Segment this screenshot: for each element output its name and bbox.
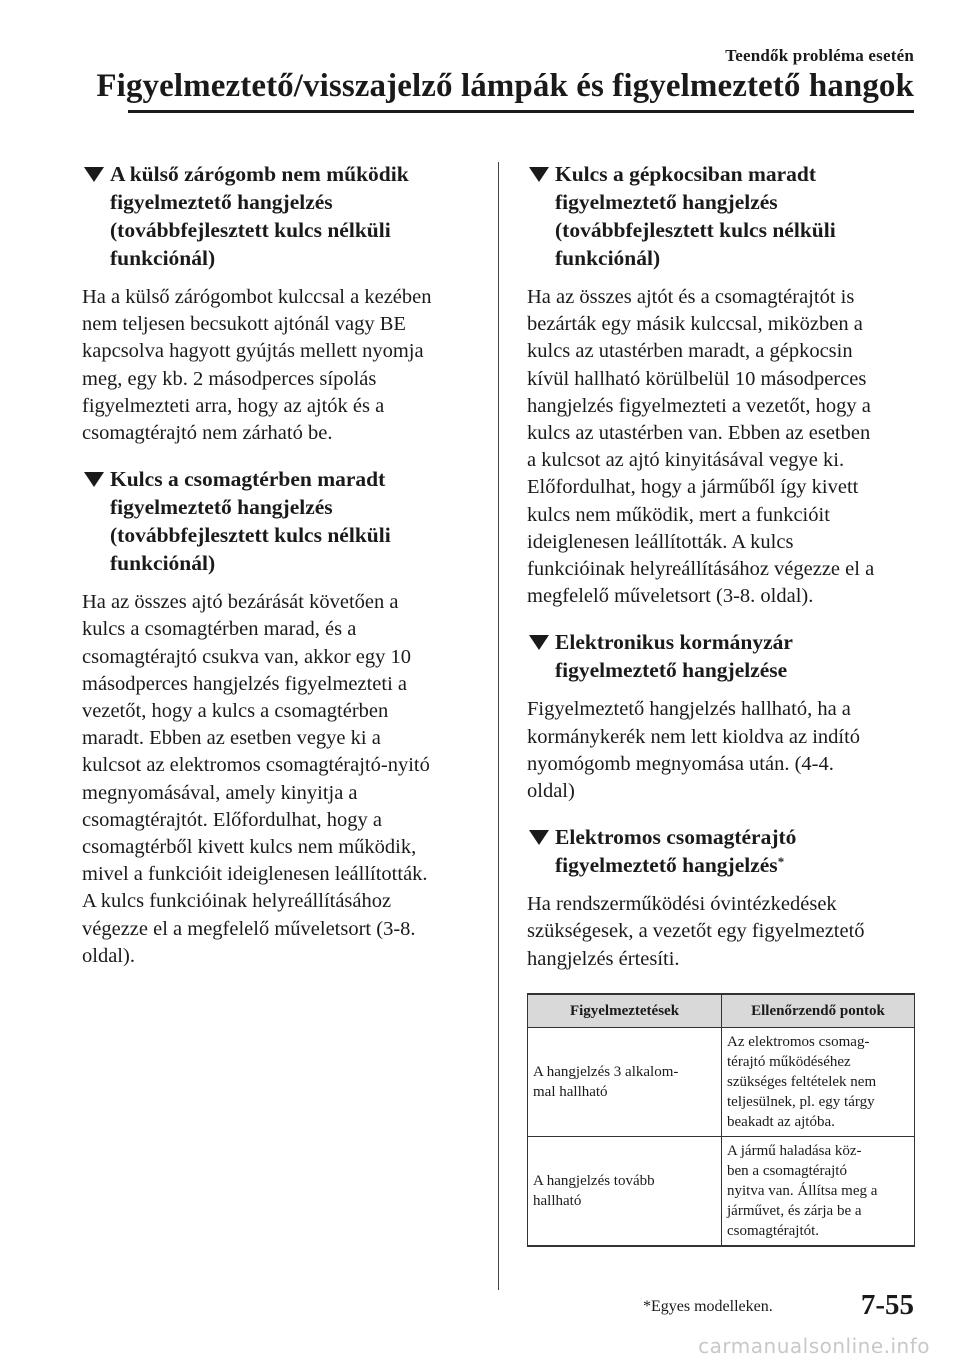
cell-line: térajtó működéséhez xyxy=(727,1053,851,1070)
body-line: Ha az összes ajtót és a csomagtérajtót is xyxy=(527,286,855,308)
heading-text: figyelmeztető hangjelzés xyxy=(555,853,778,878)
table-row xyxy=(528,1027,915,1136)
heading-line: (továbbfejlesztett kulcs nélküli xyxy=(110,523,391,548)
triangle-bullet-icon xyxy=(529,830,549,845)
section-body xyxy=(82,284,474,447)
page-title: Figyelmeztető/visszajelző lámpák és figyelmeztető hangok xyxy=(96,68,914,104)
body-line: funkcióinak helyreállításához végezze el a xyxy=(527,558,875,581)
column-divider xyxy=(498,162,499,1290)
heading-line: (továbbfejlesztett kulcs nélküli xyxy=(555,218,836,242)
cell-line: nyitva van. Állítsa meg a xyxy=(727,1182,878,1199)
model-asterisk: * xyxy=(777,854,785,870)
body-line: szükségesek, a vezetőt egy figyelmeztető xyxy=(527,920,865,943)
body-line: hangjelzés figyelmezteti a vezetőt, hogy a xyxy=(527,394,871,417)
table-header-check-points: Ellenőrzendő pontok xyxy=(722,994,915,1028)
body-line: mivel a funkcióit ideiglenesen leállították. xyxy=(82,863,428,886)
body-line: nem teljesen becsukott ajtónál vagy BE xyxy=(82,313,406,336)
left-column xyxy=(82,160,474,988)
table-header-row xyxy=(528,994,915,1028)
heading-line: Elektromos csomagtérajtó xyxy=(555,825,797,850)
cell-line: A hangjelzés tovább xyxy=(533,1172,655,1189)
body-line: Előfordulhat, hogy a járműből így kivett xyxy=(527,476,859,499)
body-line: figyelmezteti arra, hogy az ajtók és a xyxy=(82,394,385,417)
body-line: Ha a külső zárógombot kulccsal a kezében xyxy=(82,286,432,308)
footnote: *Egyes modelleken. xyxy=(643,1298,773,1315)
body-line: kulcsot az elektromos csomagtérajtó-nyitó xyxy=(82,754,430,777)
body-line: csomagtérajtó csukva van, akkor egy 10 xyxy=(82,645,412,668)
body-line: oldal). xyxy=(82,944,135,967)
cell-line: A jármű haladása köz- xyxy=(727,1142,862,1159)
body-line: A kulcs funkcióinak helyreállításához xyxy=(82,890,392,913)
triangle-bullet-icon xyxy=(84,167,104,182)
heading-line: figyelmeztető hangjelzés xyxy=(110,495,333,520)
cell-line: Az elektromos csomag- xyxy=(727,1033,870,1050)
heading-line xyxy=(555,851,919,879)
body-line: ideiglenesen leállították. A kulcs xyxy=(527,530,794,553)
body-line: másodperces hangjelzés figyelmezteti a xyxy=(82,672,408,695)
table-row xyxy=(528,1136,915,1246)
triangle-bullet-icon xyxy=(529,635,549,650)
table-cell-warning xyxy=(528,1027,722,1136)
heading-line: Kulcs a csomagtérben maradt xyxy=(110,467,386,492)
body-line: maradt. Ebben az esetben vegye ki a xyxy=(82,727,381,750)
cell-line: teljesülnek, pl. egy tárgy xyxy=(727,1093,875,1110)
body-line: kulcs a csomagtérben marad, és a xyxy=(82,618,357,641)
body-line: Ha az összes ajtó bezárását követően a xyxy=(82,591,399,614)
heading-line: Elektronikus kormányzár xyxy=(555,630,793,655)
table-cell-check xyxy=(722,1027,915,1136)
body-line: csomagtérajtót. Előfordulhat, hogy a xyxy=(82,808,383,831)
body-line: megnyomásával, amely kinyitja a xyxy=(82,781,358,804)
section-body xyxy=(527,696,919,805)
heading-line: funkciónál) xyxy=(110,551,216,576)
section-heading xyxy=(82,160,474,272)
body-line: bezárták egy másik kulccsal, miközben a xyxy=(527,313,863,336)
table-header-warnings: Figyelmeztetések xyxy=(528,994,722,1028)
section-outer-lock-button-warning xyxy=(82,160,474,447)
section-heading xyxy=(527,823,919,879)
triangle-bullet-icon xyxy=(84,472,104,487)
section-key-in-vehicle-warning xyxy=(527,160,919,610)
cell-line: beakadt az ajtóba. xyxy=(727,1113,835,1130)
heading-line: figyelmeztető hangjelzés xyxy=(110,190,333,214)
body-line: csomagtérből kivett kulcs nem működik, xyxy=(82,836,417,859)
heading-line: (továbbfejlesztett kulcs nélküli xyxy=(110,218,391,242)
cell-line: A hangjelzés 3 alkalom- xyxy=(533,1063,679,1080)
header-rule xyxy=(128,110,914,113)
body-line: megfelelő műveletsort (3-8. oldal). xyxy=(527,585,814,608)
cell-line: mal hallható xyxy=(533,1083,608,1100)
body-line: hangjelzés értesíti. xyxy=(527,947,680,970)
body-line: nyomógomb megnyomása után. (4-4. xyxy=(527,752,834,775)
section-power-liftgate-warning xyxy=(527,823,919,1247)
section-body xyxy=(527,284,919,610)
body-line: kívül hallható körülbelül 10 másodperces xyxy=(527,367,867,390)
warning-table xyxy=(527,993,915,1247)
body-line: vezetőt, hogy a kulcs a csomagtérben xyxy=(82,700,389,723)
heading-line: figyelmeztető hangjelzése xyxy=(555,658,788,683)
body-line: Ha rendszerműködési óvintézkedések xyxy=(527,893,837,916)
section-heading xyxy=(527,160,919,272)
body-line: meg, egy kb. 2 másodperces sípolás xyxy=(82,367,377,390)
body-line: Figyelmeztető hangjelzés hallható, ha a xyxy=(527,698,851,721)
body-line: a kulcsot az ajtó kinyitásával vegye ki. xyxy=(527,449,845,472)
section-body xyxy=(527,891,919,973)
body-line: kormánykerék nem lett kioldva az indító xyxy=(527,725,861,748)
section-heading xyxy=(527,628,919,684)
section-body xyxy=(82,589,474,970)
body-line: végezze el a megfelelő műveletsort (3-8. xyxy=(82,917,416,940)
body-line: kulcs az utastérben maradt, a gépkocsin xyxy=(527,340,853,363)
heading-line: funkciónál) xyxy=(110,246,216,270)
cell-line: ben a csomagtérajtó xyxy=(727,1162,847,1179)
table-cell-check xyxy=(722,1136,915,1246)
cell-line: csomagtérajtót. xyxy=(727,1222,820,1239)
section-heading xyxy=(82,465,474,577)
right-column xyxy=(527,160,919,1265)
section-steering-lock-warning xyxy=(527,628,919,805)
body-line: oldal) xyxy=(527,780,575,803)
body-line: kulcs nem működik, mert a funkcióit xyxy=(527,503,830,526)
body-line: kulcs az utastérben van. Ebben az esetben xyxy=(527,422,871,445)
cell-line: szükséges feltételek nem xyxy=(727,1073,877,1090)
heading-line: funkciónál) xyxy=(555,246,661,270)
heading-line: Kulcs a gépkocsiban maradt xyxy=(555,162,817,186)
cell-line: járművet, és zárja be a xyxy=(727,1202,862,1219)
triangle-bullet-icon xyxy=(529,167,549,182)
body-line: csomagtérajtó nem zárható be. xyxy=(82,422,333,445)
cell-line: hallható xyxy=(533,1192,582,1209)
watermark: carmanualsonline.info xyxy=(698,1334,930,1358)
body-line: kapcsolva hagyott gyújtás mellett nyomja xyxy=(82,340,424,363)
table-cell-warning xyxy=(528,1136,722,1246)
heading-line: figyelmeztető hangjelzés xyxy=(555,190,778,214)
heading-line: A külső zárógomb nem működik xyxy=(110,162,409,186)
header-subtitle: Teendők probléma esetén xyxy=(725,46,914,65)
page-number: 7-55 xyxy=(860,1289,914,1321)
section-key-in-trunk-warning xyxy=(82,465,474,970)
